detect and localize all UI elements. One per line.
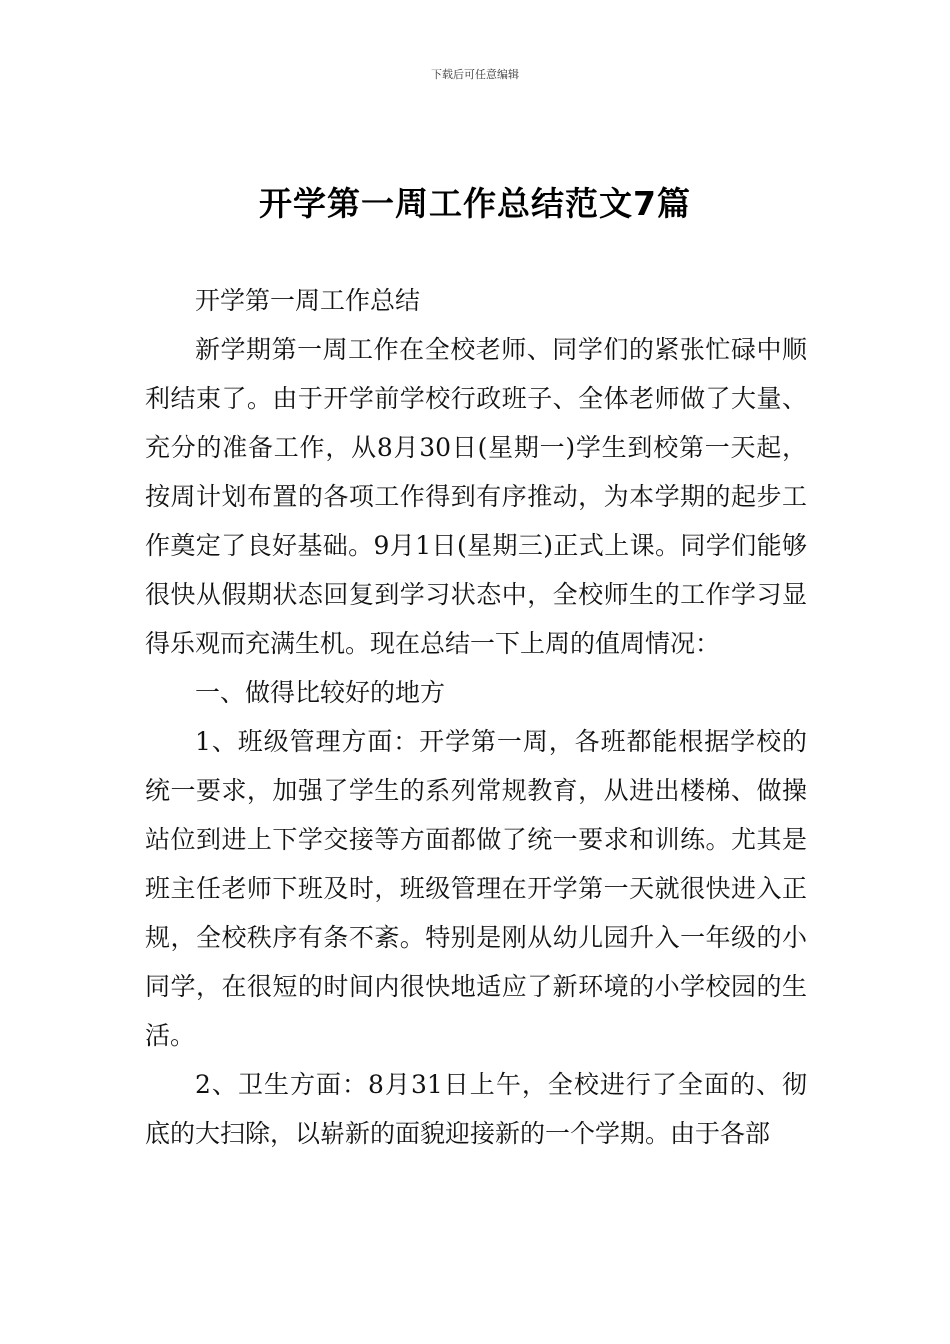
document-title: 开学第一周工作总结范文7篇 xyxy=(259,184,691,223)
body-paragraph: 2、卫生方面：8月31日上午，全校进行了全面的、彻底的大扫除，以崭新的面貌迎接新的一个学期。由于各部 xyxy=(145,1070,807,1148)
page-header-note: 下载后可任意编辑 xyxy=(431,68,519,81)
section-heading: 开学第一周工作总结 xyxy=(195,286,421,315)
document-body xyxy=(145,276,807,1158)
subsection-heading: 一、做得比较好的地方 xyxy=(195,678,446,707)
body-paragraph: 1、班级管理方面：开学第一周，各班都能根据学校的统一要求，加强了学生的系列常规教育，从进出楼梯、做操站位到进上下学交接等方面都做了统一要求和训练。尤其是班主任老师下班及时，班级管理在开学第一天就很快进入正规，全校秩序有条不紊。特别是刚从幼儿园升入一年级的小同学，在很短的时间内很快地适应了新环境的小学校园的生活。 xyxy=(145,727,807,1050)
body-paragraph: 新学期第一周工作在全校老师、同学们的紧张忙碌中顺利结束了。由于开学前学校行政班子、全体老师做了大量、充分的准备工作，从8月30日(星期一)学生到校第一天起，按周计划布置的各项工作得到有序推动，为本学期的起步工作奠定了良好基础。9月1日(星期三)正式上课。同学们能够很快从假期状态回复到学习状态中，全校师生的工作学习显得乐观而充满生机。现在总结一下上周的值周情况： xyxy=(145,335,807,658)
